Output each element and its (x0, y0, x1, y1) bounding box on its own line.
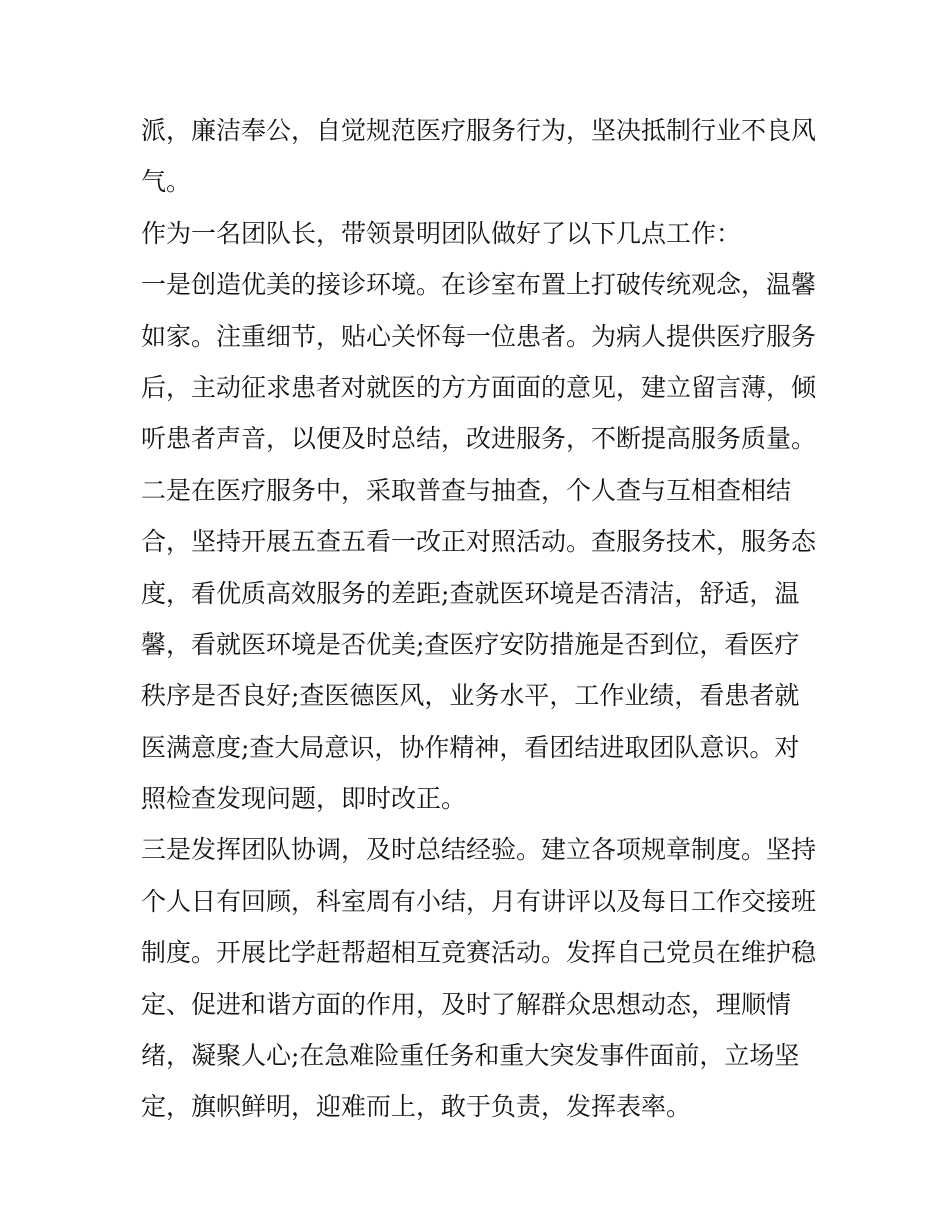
body-text (141, 105, 821, 1133)
text-line: 作为一名团队长，带领景明团队做好了以下几点工作： (141, 218, 742, 248)
text-line: 绪，凝聚人心;在急难险重任务和重大突发事件面前，立场坚 (141, 1041, 800, 1071)
text-line: 医满意度;查大局意识，协作精神，看团结进取团队意识。对 (141, 732, 800, 762)
text-line: 气。 (141, 167, 192, 197)
text-line: 定，旗帜鲜明，迎难而上，敢于负责，发挥表率。 (141, 1092, 692, 1122)
text-line: 二是在医疗服务中，采取普查与抽查，个人查与互相查相结 (141, 475, 792, 505)
text-line: 度，看优质高效服务的差距;查就医环境是否清洁，舒适，温 (141, 578, 800, 608)
text-line: 后，主动征求患者对就医的方方面面的意见，建立留言薄，倾 (141, 372, 817, 402)
text-line: 一是创造优美的接诊环境。在诊室布置上打破传统观念，温馨 (141, 270, 817, 300)
text-line: 三是发挥团队协调，及时总结经验。建立各项规章制度。坚持 (141, 835, 817, 865)
text-line: 定、促进和谐方面的作用，及时了解群众思想动态，理顺情 (141, 989, 792, 1019)
text-line: 照检查发现问题，即时改正。 (141, 784, 467, 814)
text-line: 秩序是否良好;查医德医风，业务水平，工作业绩，看患者就 (141, 681, 800, 711)
text-line: 馨，看就医环境是否优美;查医疗安防措施是否到位，看医疗 (141, 629, 800, 659)
text-line: 制度。开展比学赶帮超相互竞赛活动。发挥自己党员在维护稳 (141, 938, 817, 968)
text-line: 派，廉洁奉公，自觉规范医疗服务行为，坚决抵制行业不良风 (141, 116, 817, 145)
text-line: 合，坚持开展五查五看一改正对照活动。查服务技术，服务态 (141, 527, 817, 557)
text-line: 如家。注重细节，贴心关怀每一位患者。为病人提供医疗服务 (141, 321, 817, 351)
text-line: 听患者声音，以便及时总结，改进服务，不断提高服务质量。 (141, 424, 817, 454)
text-line: 个人日有回顾，科室周有小结，月有讲评以及每日工作交接班 (141, 886, 817, 916)
